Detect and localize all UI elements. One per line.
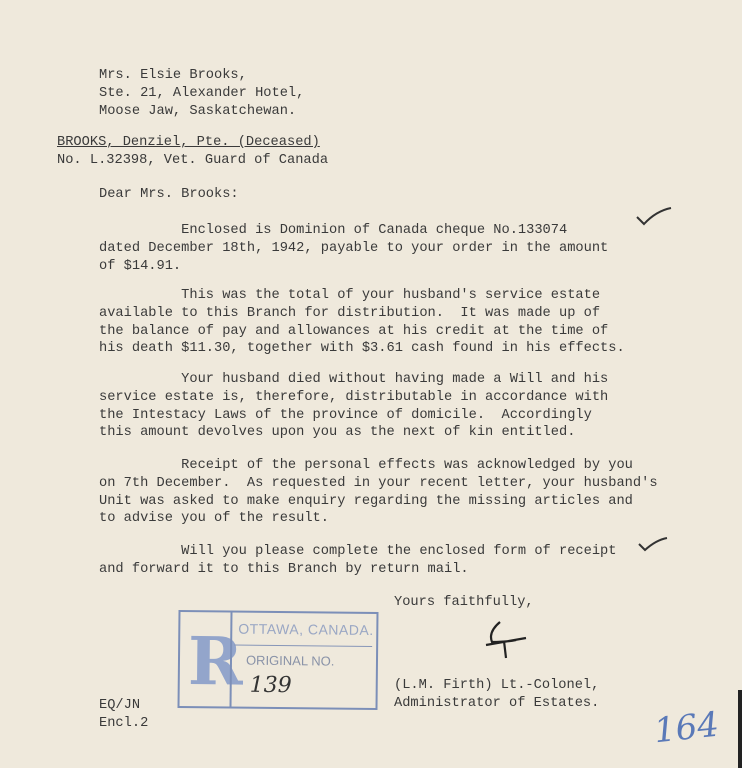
page-number: 164 [652, 704, 721, 752]
address-line: Mrs. Elsie Brooks, [99, 68, 247, 83]
paragraph-2 [99, 287, 625, 358]
stamp-number: 139 [249, 672, 292, 699]
address-line: Ste. 21, Alexander Hotel, [99, 85, 305, 101]
stamp-letter: R [187, 622, 244, 701]
page-edge [738, 690, 742, 768]
initials-block [99, 697, 148, 733]
checkmark-icon [634, 205, 674, 229]
text-line: available to this Branch for distribution. It was made up of [99, 305, 601, 321]
text-line: of $14.91. [99, 258, 182, 274]
reference-subject: BROOKS, Denziel, Pte. (Deceased) [57, 135, 320, 150]
salutation [99, 186, 239, 204]
typist-initials: EQ/JN [99, 698, 141, 713]
signatory-block [394, 677, 599, 713]
text-line: dated December 18th, 1942, payable to your order in the amount [99, 240, 609, 256]
text-line: Your husband died without having made a Will and his [99, 372, 609, 387]
checkmark-icon [636, 535, 670, 555]
text-line: and forward it to this Branch by return mail. [99, 561, 469, 577]
text-line: to advise you of the result. [99, 511, 329, 527]
stamp-label: ORIGINAL NO. [245, 652, 335, 669]
text-line: the balance of pay and allowances at his credit at the time of [99, 323, 609, 339]
text-line: Enclosed is Dominion of Canada cheque No.133074 [99, 223, 568, 238]
paragraph-1 [99, 222, 608, 275]
stamp-city: OTTAWA, CANADA. [238, 620, 374, 638]
reference-number: No. L.32398, Vet. Guard of Canada [57, 152, 329, 168]
paragraph-5 [99, 543, 616, 579]
signatory-name: (L.M. Firth) Lt.-Colonel, [394, 678, 600, 693]
text-line: service estate is, therefore, distributable in accordance with [99, 389, 609, 405]
text-line: on 7th December. As requested in your recent letter, your husband's [99, 475, 658, 491]
paragraph-3 [99, 371, 608, 442]
text-line: Unit was asked to make enquiry regarding the missing articles and [99, 493, 633, 509]
closing-text: Yours faithfully, [394, 595, 534, 610]
closing [394, 594, 534, 612]
stamp-rule [234, 645, 372, 647]
text-line: Receipt of the personal effects was acknowledged by you [99, 458, 633, 473]
signatory-title: Administrator of Estates. [394, 695, 600, 711]
recipient-address [99, 67, 304, 120]
address-line: Moose Jaw, Saskatchewan. [99, 103, 297, 119]
paragraph-4 [99, 457, 658, 528]
text-line: his death $11.30, together with $3.61 cash found in his effects. [99, 341, 625, 357]
reference-block [57, 134, 328, 170]
registration-stamp [177, 610, 378, 710]
text-line: the Intestacy Laws of the province of domicile. Accordingly [99, 407, 592, 423]
text-line: this amount devolves upon you as the next of kin entitled. [99, 425, 576, 441]
enclosure-note: Encl.2 [99, 715, 149, 731]
salutation-text: Dear Mrs. Brooks: [99, 187, 239, 202]
text-line: This was the total of your husband's service estate [99, 288, 601, 303]
text-line: Will you please complete the enclosed form of receipt [99, 544, 617, 559]
signature [482, 618, 532, 662]
